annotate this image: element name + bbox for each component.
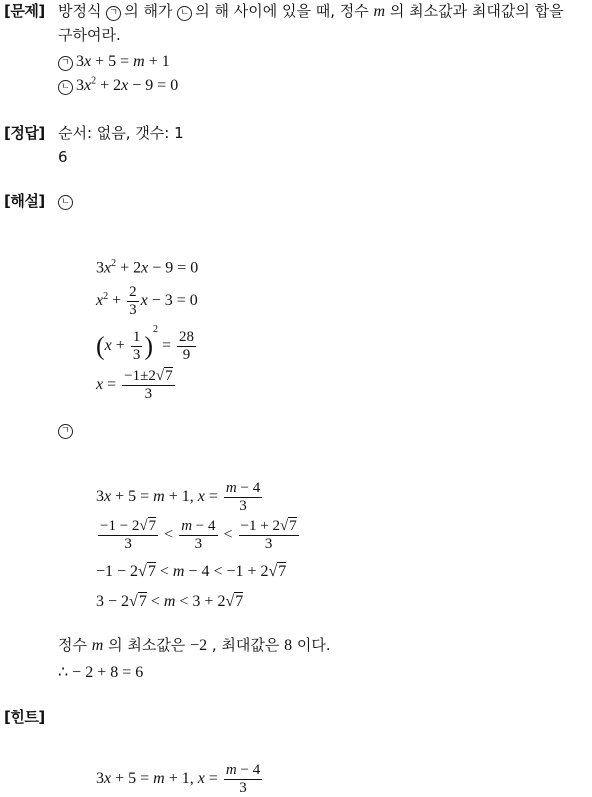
- step-b2: $x^2$ + $\frac{2}{3}$ x − 3 = 0: [96, 284, 198, 318]
- circled-a-icon: ㄱ: [58, 56, 73, 71]
- step-b3: (x + $\frac{1}{3}$ )$^2$ = $\frac{28}{9}$: [96, 324, 195, 363]
- explanation-marker-a: ㄱ: [58, 420, 76, 439]
- explanation-marker-b: ㄴ: [58, 191, 76, 210]
- problem-text-line2: 구하여라.: [58, 26, 121, 44]
- answer-meta: 순서: 없음, 갯수: 1: [58, 124, 184, 142]
- hint-equation: 3x + 5 = m + 1, x = $\frac{m - 4}{3}$: [96, 762, 261, 796]
- problem-equation-a: ㄱ 3x + 5 = m + 1: [58, 52, 170, 71]
- hint-label: [힌트]: [4, 708, 45, 726]
- answer-label: [정답]: [4, 124, 45, 142]
- step-a2: $\frac{-1 - 2√7}{3}$ < $\frac{m - 4}{3}$ < $\frac{-1 + 2√7}{3}$: [100, 518, 297, 552]
- answer-value: 6: [58, 148, 68, 166]
- circled-b-icon: ㄴ: [58, 80, 73, 95]
- conclusion: 정수 m 의 최소값은 −2 , 최대값은 8 이다.: [58, 636, 331, 654]
- step-a4: 3 − 2√7 < m < 3 + 2√7: [96, 593, 244, 610]
- step-a1: 3x + 5 = m + 1, x = $\frac{m - 4}{3}$: [96, 480, 261, 514]
- problem-equation-b: ㄴ $3x^2 + 2x - 9 = 0$: [58, 76, 178, 95]
- problem-text-line1: 방정식 ㄱ 의 해가 ㄴ 의 해 사이에 있을 때, 정수 m 의 최소값과 최대값의 합을: [58, 2, 564, 20]
- step-a3: −1 − 2√7 < m − 4 < −1 + 2√7: [96, 563, 287, 580]
- problem-label: [문제]: [4, 2, 45, 20]
- explanation-label: [해설]: [4, 192, 45, 210]
- therefore-line: ∴ − 2 + 8 = 6: [58, 664, 144, 681]
- step-b1: $3x^2 + 2x - 9 = 0$: [96, 258, 199, 277]
- step-b4: x = $\frac{-1\pm 2√7}{3}$: [96, 368, 173, 402]
